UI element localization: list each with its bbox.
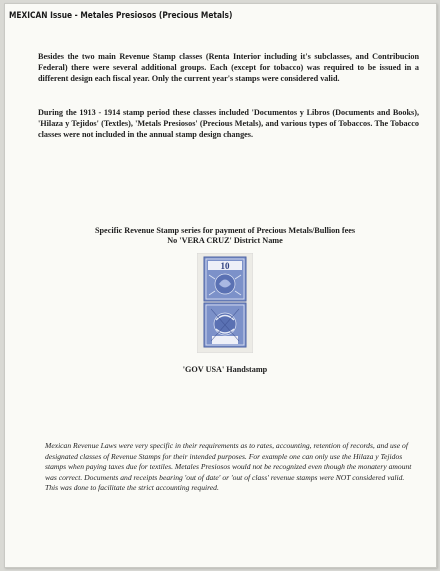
footnote-paragraph: Mexican Revenue Laws were very specific in their requirements as to rates, accounting, retention of records, and use of designated classes of Revenue Stamps for their intended purposes. For example one can only use the Hilaza y Tejidos stamps when paying taxes due for textiles. Metales Presiosos would not be recognized even though the monatery amount was correct. Documents and receipts bearing 'out of date' or 'out of class' revenue stamps were NOT considered valid. This was done to facilitate the strict accounting required.	[45, 441, 412, 492]
revenue-stamp-pair	[197, 253, 253, 353]
classes-paragraph: During the 1913 - 1914 stamp period these classes included 'Documentos y Libros (Documents and Books), 'Hilaza y Tejidos' (Textles), 'Metals Presiosos' (Precious Metals), and various types of Tobaccos. The Tobacco classes were not included in the annual stamp design changes.	[38, 108, 419, 139]
stamp-caption-subtitle: No 'VERA CRUZ' District Name	[167, 236, 283, 245]
stamp-value-label: 10	[220, 261, 230, 271]
album-page	[4, 3, 437, 568]
page-header: MEXICAN Issue - Metales Presiosos (Precious Metals)	[9, 11, 233, 21]
stamp-caption-title: Specific Revenue Stamp series for payment of Precious Metals/Bullion fees	[94, 226, 356, 235]
intro-paragraph: Besides the two main Revenue Stamp classes (Renta Interior including it's subclasses, and Contribucion Federal) there were several additional groups. Each (except for tobacco) was required to be issued in a different design each fiscal year. Only the current year's stamps were considered valid.	[38, 52, 419, 83]
handstamp-caption: 'GOV USA' Handstamp	[182, 365, 268, 374]
stamp-image	[197, 253, 253, 353]
